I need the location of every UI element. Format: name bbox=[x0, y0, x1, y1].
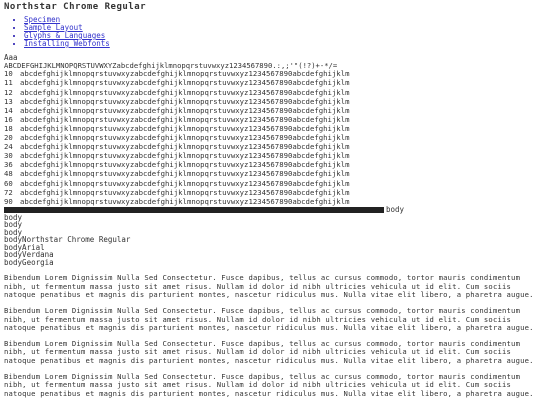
paragraph: Bibendum Lorem Dignissim Nulla Sed Consectetur. Fusce dapibus, tellus ac cursus commodo, tortor mauris condimentum nibh, ut fermentum massa justo sit amet risus. Nullam id dolor id nibh ultricies vehicula ut id elit. Cum sociis natoque penatibus et magnis dis parturient montes, nascetur ridiculus mus. Nulla vitae elit libero, a pharetra augue. bbox=[4, 371, 534, 398]
nav-link-sample-layout[interactable]: Sample Layout bbox=[24, 23, 83, 32]
nav-item-webfonts bbox=[24, 40, 536, 48]
size-label: 11 bbox=[4, 78, 13, 87]
size-sample-text: abcdefghijklmnopqrstuvwxyzabcdefghijklmnopqrstuvwxyz1234567890abcdefghijklm bbox=[20, 142, 350, 152]
style-list bbox=[4, 214, 536, 267]
size-label: 24 bbox=[4, 142, 13, 152]
black-bar-row bbox=[4, 206, 536, 214]
page-title: Northstar Chrome Regular bbox=[4, 2, 147, 12]
size-label: 13 bbox=[4, 96, 13, 106]
size-label: 20 bbox=[4, 133, 13, 143]
nav-list bbox=[4, 16, 536, 48]
size-row bbox=[4, 70, 536, 79]
size-row bbox=[4, 97, 536, 106]
size-label: 30 bbox=[4, 151, 13, 161]
size-row bbox=[4, 179, 536, 188]
size-row bbox=[4, 79, 536, 88]
size-label: 10 bbox=[4, 70, 13, 78]
size-row bbox=[4, 160, 536, 169]
charset-label: Aaa bbox=[4, 53, 18, 62]
style-line: body bbox=[4, 227, 23, 237]
style-line: bodyArial bbox=[4, 242, 45, 252]
charset-line: ABCDEFGHIJKLMNOPQRSTUVWXYZabcdefghijklmnopqrstuvwxyz1234567890.:,;'"(!?)+-*/= bbox=[4, 62, 338, 70]
nav-link-webfonts[interactable]: Installing Webfonts bbox=[24, 39, 110, 48]
size-row bbox=[4, 169, 536, 178]
size-label: 48 bbox=[4, 169, 13, 179]
paragraph: Bibendum Lorem Dignissim Nulla Sed Consectetur. Fusce dapibus, tellus ac cursus commodo, tortor mauris condimentum nibh, ut fermentum massa justo sit amet risus. Nullam id dolor id nibh ultricies vehicula ut id elit. Cum sociis natoque penatibus et magnis dis parturient montes, nascetur ridiculus mus. Nulla vitae elit libero, a pharetra augue. bbox=[4, 339, 534, 365]
size-row bbox=[4, 197, 536, 206]
size-sample-text: abcdefghijklmnopqrstuvwxyzabcdefghijklmnopqrstuvwxyz1234567890abcdefghijklm bbox=[20, 196, 350, 206]
size-sample-text: abcdefghijklmnopqrstuvwxyzabcdefghijklmnopqrstuvwxyz1234567890abcdefghijklm bbox=[20, 78, 350, 87]
paragraph: Bibendum Lorem Dignissim Nulla Sed Consectetur. Fusce dapibus, tellus ac cursus commodo, tortor mauris condimentum nibh, ut fermentum massa justo sit amet risus. Nullam id dolor id nibh ultricies vehicula ut id elit. Cum sociis natoque penatibus et magnis dis parturient montes, nascetur ridiculus mus. Nulla vitae elit libero, a pharetra augue. bbox=[4, 306, 534, 332]
size-sample-text: abcdefghijklmnopqrstuvwxyzabcdefghijklmnopqrstuvwxyz1234567890abcdefghijklm bbox=[20, 105, 350, 115]
size-row bbox=[4, 142, 536, 151]
size-label: 90 bbox=[4, 196, 13, 206]
paragraph: Bibendum Lorem Dignissim Nulla Sed Consectetur. Fusce dapibus, tellus ac cursus commodo, tortor mauris condimentum nibh, ut fermentum massa justo sit amet risus. Nullam id dolor id nibh ultricies vehicula ut id elit. Cum sociis natoque penatibus et magnis dis parturient montes, nascetur ridiculus mus. Nulla vitae elit libero, a pharetra augue. bbox=[4, 273, 534, 299]
size-row bbox=[4, 88, 536, 97]
size-waterfall bbox=[4, 70, 536, 206]
nav-link-glyphs[interactable]: Glyphs & Languages bbox=[24, 31, 106, 40]
nav-item-specimen bbox=[24, 16, 536, 24]
size-label: 60 bbox=[4, 178, 13, 188]
size-sample-text: abcdefghijklmnopqrstuvwxyzabcdefghijklmnopqrstuvwxyz1234567890abcdefghijklm bbox=[20, 87, 350, 97]
size-label: 18 bbox=[4, 123, 13, 133]
specimen-page bbox=[4, 2, 536, 405]
size-sample-text: abcdefghijklmnopqrstuvwxyzabcdefghijklmnopqrstuvwxyz1234567890abcdefghijklm bbox=[20, 160, 350, 170]
size-sample-text: abcdefghijklmnopqrstuvwxyzabcdefghijklmnopqrstuvwxyz1234567890abcdefghijklm bbox=[20, 96, 350, 106]
size-sample-text: abcdefghijklmnopqrstuvwxyzabcdefghijklmnopqrstuvwxyz1234567890abcdefghijklm bbox=[20, 114, 350, 124]
size-row bbox=[4, 115, 536, 124]
size-sample-text: abcdefghijklmnopqrstuvwxyzabcdefghijklmnopqrstuvwxyz1234567890abcdefghijklm bbox=[20, 123, 350, 133]
size-sample-text: abcdefghijklmnopqrstuvwxyzabcdefghijklmnopqrstuvwxyz1234567890abcdefghijklm bbox=[20, 151, 350, 161]
size-row bbox=[4, 133, 536, 142]
bar-tail-label: body bbox=[386, 204, 405, 214]
size-sample-text: abcdefghijklmnopqrstuvwxyzabcdefghijklmnopqrstuvwxyz1234567890abcdefghijklm bbox=[20, 178, 350, 188]
size-sample-text: abcdefghijklmnopqrstuvwxyzabcdefghijklmnopqrstuvwxyz1234567890abcdefghijklm bbox=[20, 133, 350, 143]
size-sample-text: abcdefghijklmnopqrstuvwxyzabcdefghijklmnopqrstuvwxyz1234567890abcdefghijklm bbox=[20, 70, 350, 78]
style-line: bodyNorthstar Chrome Regular bbox=[4, 235, 131, 245]
size-row bbox=[4, 188, 536, 197]
size-sample-text: abcdefghijklmnopqrstuvwxyzabcdefghijklmnopqrstuvwxyz1234567890abcdefghijklm bbox=[20, 187, 350, 197]
size-label: 16 bbox=[4, 114, 13, 124]
black-bar bbox=[4, 207, 384, 213]
size-label: 14 bbox=[4, 105, 13, 115]
size-row bbox=[4, 106, 536, 115]
style-line: bodyGeorgia bbox=[4, 257, 54, 267]
size-sample-text: abcdefghijklmnopqrstuvwxyzabcdefghijklmnopqrstuvwxyz1234567890abcdefghijklm bbox=[20, 169, 350, 179]
style-line: body bbox=[4, 212, 23, 222]
size-row bbox=[4, 151, 536, 160]
size-label: 72 bbox=[4, 187, 13, 197]
size-label: 12 bbox=[4, 87, 13, 97]
size-row bbox=[4, 124, 536, 133]
size-label: 36 bbox=[4, 160, 13, 170]
nav-link-specimen[interactable]: Specimen bbox=[24, 15, 61, 24]
style-line: bodyVerdana bbox=[4, 250, 54, 260]
style-line: body bbox=[4, 220, 23, 230]
